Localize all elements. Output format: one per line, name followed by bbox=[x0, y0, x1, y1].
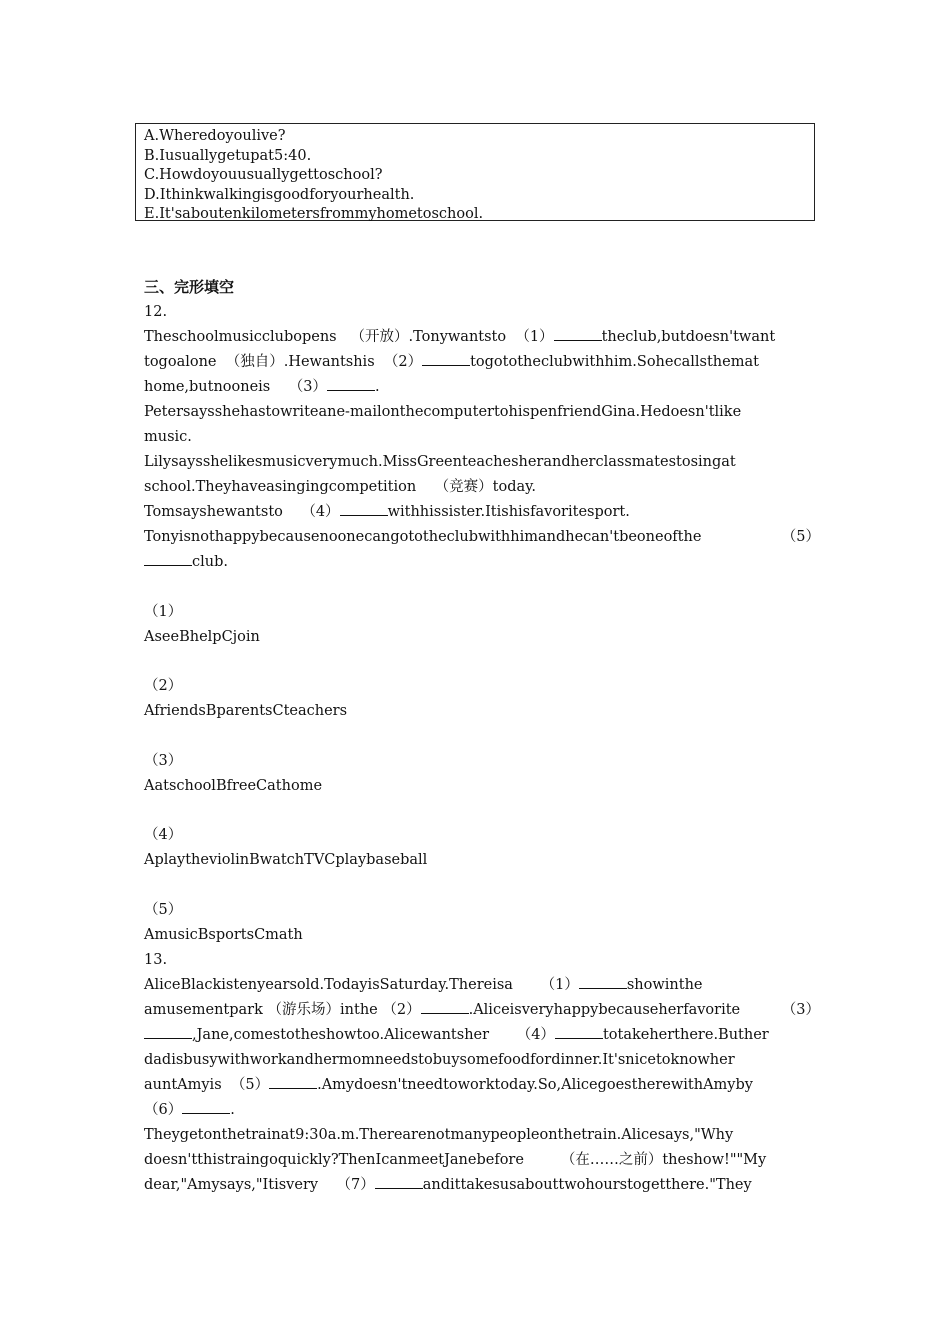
passage-text: Tonyisnothappybecausenoonecangototheclubwithhimandhecan'tbeoneofthe bbox=[144, 529, 702, 545]
option-a: A.Wheredoyoulive? bbox=[144, 128, 286, 144]
passage-text: （独自）.Hewantshis bbox=[225, 354, 375, 370]
option-c: C.Howdoyouusuallygettoschool? bbox=[144, 167, 383, 183]
answer-blank[interactable] bbox=[555, 1024, 603, 1039]
passage-text: totakeherthere.Buther bbox=[602, 1026, 769, 1043]
blank-number: （7） bbox=[336, 1176, 375, 1193]
blank-number: （5） bbox=[781, 529, 820, 545]
choice-number: （3） bbox=[144, 752, 183, 769]
passage-text: togoalone bbox=[144, 354, 217, 370]
q12-passage-line bbox=[144, 350, 820, 375]
blank-number: （5） bbox=[230, 1076, 270, 1093]
passage-text: （开放）.Tonywantsto bbox=[350, 329, 507, 345]
passage-text: doesn'tthistraingoquickly?ThenIcanmeetJanebefore bbox=[144, 1151, 524, 1168]
q13-passage-line: dadisbusywithworkandhermomneedstobuysomefoodfordinner.It'snicetoknowher bbox=[144, 1051, 735, 1068]
passage-text: （游乐场）inthe bbox=[267, 1001, 378, 1018]
passage-text: （竞赛）today. bbox=[434, 479, 537, 495]
passage-text: .Aliceisveryhappybecauseherfavorite bbox=[468, 1001, 741, 1018]
passage-text: dear,"Amysays,"Itisvery bbox=[144, 1176, 319, 1193]
blank-number: （3） bbox=[288, 379, 327, 395]
passage-text: theclub,butdoesn'twant bbox=[601, 329, 776, 345]
passage-text: AliceBlackistenyearsold.TodayisSaturday.Thereisa bbox=[144, 976, 513, 993]
passage-text: andittakesusabouttwohourstogetthere."They bbox=[422, 1176, 752, 1193]
q12-passage-line bbox=[144, 525, 820, 550]
blank-number: （1） bbox=[515, 329, 554, 345]
choice-number: （4） bbox=[144, 827, 183, 843]
q13-passage-line bbox=[144, 1023, 820, 1048]
answer-blank[interactable] bbox=[269, 1074, 317, 1089]
answer-blank[interactable] bbox=[579, 974, 627, 989]
q12-passage-line: music. bbox=[144, 429, 192, 445]
choice-number: （5） bbox=[144, 901, 183, 918]
passage-text: showinthe bbox=[626, 976, 703, 993]
answer-blank[interactable] bbox=[144, 551, 192, 566]
answer-blank[interactable] bbox=[340, 501, 388, 516]
choice-options[interactable]: AseeBhelpCjoin bbox=[144, 628, 260, 645]
q12-passage-line bbox=[144, 475, 820, 500]
q13-passage-line bbox=[144, 973, 820, 998]
passage-text: home,butnooneis bbox=[144, 379, 271, 395]
choice-number: （1） bbox=[144, 603, 183, 620]
blank-number: （1） bbox=[540, 976, 579, 993]
q13-passage-line bbox=[144, 998, 820, 1023]
section-heading: 三、完形填空 bbox=[144, 278, 235, 296]
passage-text: ,Jane,comestotheshowtoo.Alicewantsher bbox=[192, 1026, 490, 1043]
options-box bbox=[135, 123, 815, 221]
answer-blank[interactable] bbox=[422, 351, 470, 366]
q12-passage-line bbox=[144, 550, 820, 575]
blank-number: （2） bbox=[383, 354, 423, 370]
q13-passage-line bbox=[144, 1098, 820, 1123]
passage-text: withhissister.Itishisfavoritesport. bbox=[387, 504, 630, 520]
answer-blank[interactable] bbox=[327, 376, 375, 391]
q13-passage-line bbox=[144, 1173, 820, 1198]
passage-text: auntAmyis bbox=[144, 1076, 222, 1093]
q13-passage-line bbox=[144, 1073, 820, 1098]
answer-blank[interactable] bbox=[144, 1024, 192, 1039]
answer-blank[interactable] bbox=[375, 1174, 423, 1189]
q12-passage-line: Lilysaysshelikesmusicverymuch.MissGreenteachesherandherclassmatestosingat bbox=[144, 454, 736, 470]
choice-options[interactable]: AatschoolBfreeCathome bbox=[144, 777, 323, 794]
passage-text: school.Theyhaveasingingcompetition bbox=[144, 479, 417, 495]
q12-passage-line bbox=[144, 325, 820, 350]
question-number-13: 13. bbox=[144, 951, 168, 968]
passage-text: amusementpark bbox=[144, 1001, 263, 1018]
q12-passage-line bbox=[144, 500, 820, 525]
option-e: E.It'saboutenkilometersfrommyhometoschool. bbox=[144, 206, 484, 222]
passage-text: Theschoolmusicclubopens bbox=[144, 329, 337, 345]
answer-blank[interactable] bbox=[421, 999, 469, 1014]
q12-passage-line bbox=[144, 375, 820, 400]
choice-options[interactable]: AplaytheviolinBwatchTVCplaybaseball bbox=[144, 852, 428, 868]
question-number-12: 12. bbox=[144, 304, 168, 320]
passage-text: club. bbox=[192, 554, 228, 570]
choice-number: （2） bbox=[144, 678, 183, 694]
passage-text: . bbox=[230, 1101, 235, 1118]
passage-text: togototheclubwithhim.Sohecallsthemat bbox=[470, 354, 759, 370]
answer-blank[interactable] bbox=[554, 326, 602, 341]
passage-text: Tomsayshewantsto bbox=[144, 504, 283, 520]
blank-number: （4） bbox=[516, 1026, 555, 1043]
choice-options[interactable]: AfriendsBparentsCteachers bbox=[144, 703, 348, 719]
blank-number: （6） bbox=[144, 1101, 183, 1118]
option-b: B.Iusuallygetupat5:40. bbox=[144, 147, 312, 164]
choice-options[interactable]: AmusicBsportsCmath bbox=[144, 926, 303, 943]
main-content bbox=[144, 275, 820, 1198]
blank-number: （2） bbox=[382, 1001, 421, 1018]
q13-passage-line bbox=[144, 1148, 820, 1173]
option-d: D.Ithinkwalkingisgoodforyourhealth. bbox=[144, 186, 415, 203]
passage-text: （在……之前）theshow!""My bbox=[560, 1151, 767, 1168]
q13-passage-line: Theygetonthetrainat9:30a.m.Therearenotmanypeopleonthetrain.Alicesays,"Why bbox=[144, 1126, 734, 1143]
blank-number: （3） bbox=[781, 1001, 820, 1018]
answer-blank[interactable] bbox=[182, 1099, 230, 1114]
blank-number: （4） bbox=[301, 504, 340, 520]
q12-passage-line: Petersaysshehastowriteane-mailonthecomputertohispenfriendGina.Hedoesn'tlike bbox=[144, 404, 742, 420]
passage-text: . bbox=[374, 379, 380, 395]
passage-text: .Amydoesn'tneedtoworktoday.So,AlicegoestherewithAmyby bbox=[317, 1076, 753, 1093]
